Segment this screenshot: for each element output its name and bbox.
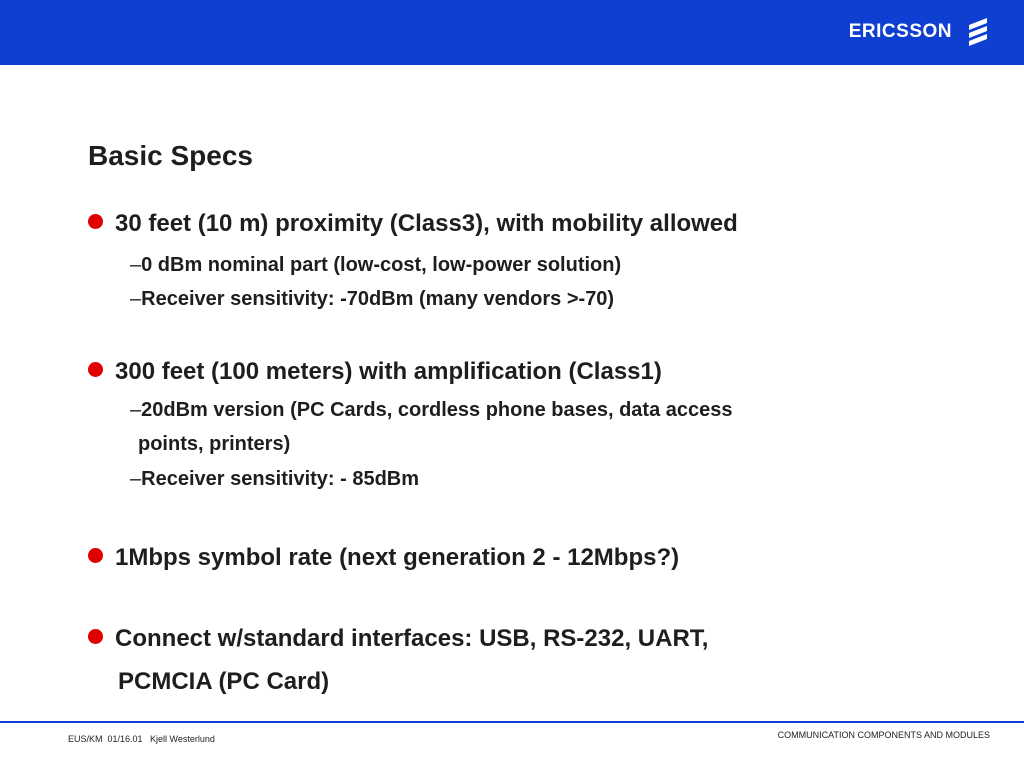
bullet-dot-icon <box>88 362 103 377</box>
footer-left-text: EUS/KM 01/16.01 Kjell Westerlund <box>68 734 215 744</box>
bullet-continuation: PCMCIA (PC Card) <box>118 668 330 695</box>
bullet-4 <box>88 625 708 653</box>
header-bar <box>0 0 1024 65</box>
ericsson-stripes-icon <box>966 18 990 46</box>
dash: – <box>130 468 142 490</box>
bullet-1 <box>88 210 738 238</box>
bullet-text: 1Mbps symbol rate (next generation 2 - 12Mbps?) <box>115 544 680 571</box>
dash: – <box>130 288 142 310</box>
footer-right-text: COMMUNICATION COMPONENTS AND MODULES <box>777 730 990 740</box>
sub-bullet-text: 0 dBm nominal part (low-cost, low-power solution) <box>141 254 622 276</box>
bullet-text: Connect w/standard interfaces: USB, RS-232, UART, <box>115 625 709 652</box>
bullet-dot-icon <box>88 214 103 229</box>
sub-bullet-text: Receiver sensitivity: -70dBm (many vendors >-70) <box>141 288 615 310</box>
bullet-text: 300 feet (100 meters) with amplification (Class1) <box>115 358 662 385</box>
bullet-text: 30 feet (10 m) proximity (Class3), with mobility allowed <box>115 210 738 237</box>
bullet-2 <box>88 358 662 386</box>
footer-divider <box>0 721 1024 723</box>
sub-bullet-continuation: points, printers) <box>138 433 291 455</box>
bullet-dot-icon <box>88 548 103 563</box>
slide-title: Basic Specs <box>88 140 253 171</box>
sub-bullet <box>130 254 621 277</box>
dash: – <box>130 399 142 421</box>
sub-bullet <box>130 468 419 491</box>
sub-bullet-text: 20dBm version (PC Cards, cordless phone bases, data access <box>141 399 733 421</box>
logo-text: ERICSSON <box>848 21 952 42</box>
ericsson-logo <box>849 16 990 48</box>
sub-bullet <box>130 288 614 311</box>
sub-bullet-text: Receiver sensitivity: - 85dBm <box>141 468 420 490</box>
bullet-dot-icon <box>88 629 103 644</box>
bullet-3 <box>88 544 679 572</box>
sub-bullet <box>130 399 732 422</box>
dash: – <box>130 254 142 276</box>
